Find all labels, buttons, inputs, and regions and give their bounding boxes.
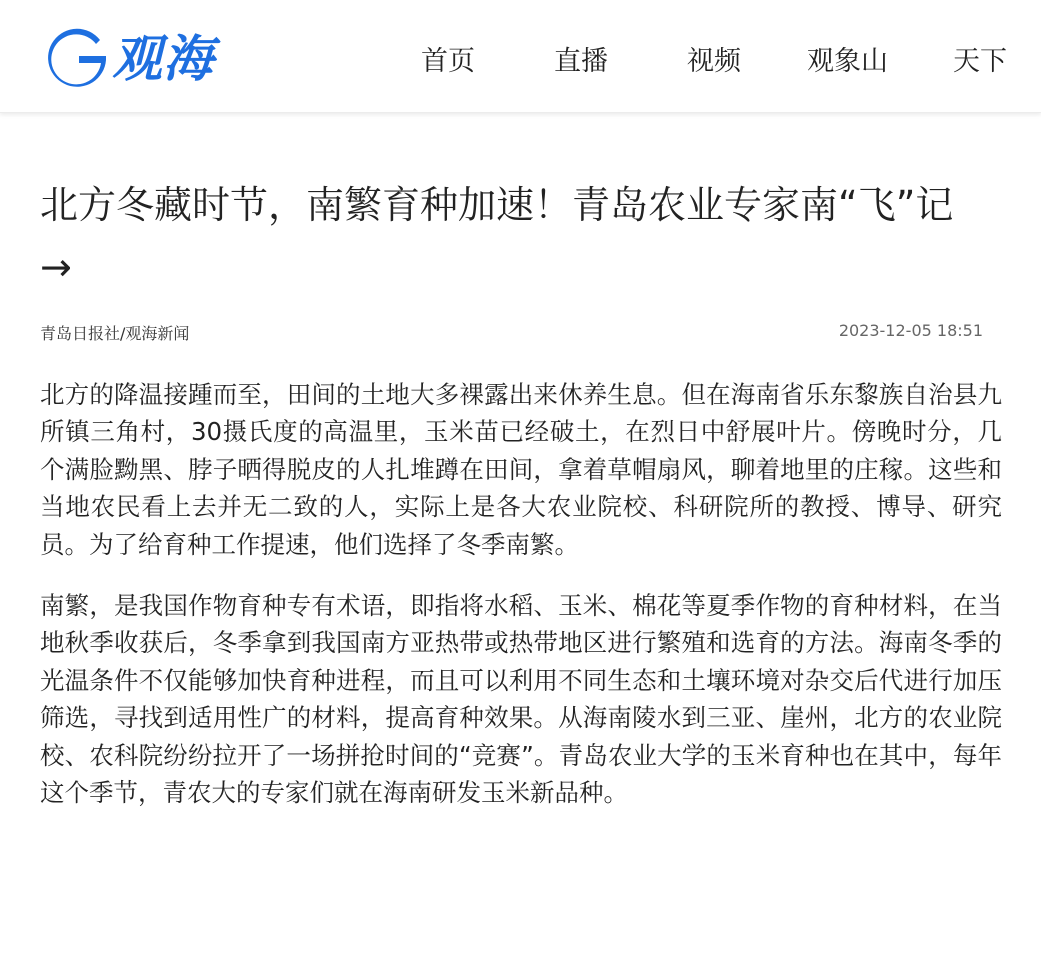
article-time: 2023-12-05 18:51 [838,321,983,340]
main-nav [0,42,1041,82]
nav-item-video[interactable]: 视频 [687,46,741,77]
nav-item-guanxiangshan[interactable]: 观象山 [807,46,888,77]
nav-item-world[interactable]: 天下 [953,46,1007,77]
logo-text: 观海 [112,30,214,88]
article-paragraph: 北方的降温接踵而至，田间的土地大多裸露出来休养生息。但在海南省乐东黎族自治县九所镇三角村，30摄氏度的高温里，玉米苗已经破土，在烈日中舒展叶片。傍晚时分，几个满脸黝黑、脖子晒得脱皮的人扎堆蹲在田间，拿着草帽扇风，聊着地里的庄稼。这些和当地农民看上去并无二致的人，实际上是各大农业院校、科研院所的教授、博导、研究员。为了给育种工作提速，他们选择了冬季南繁。 [40,380,1002,559]
article-source: 青岛日报社/观海新闻 [40,324,190,343]
article-paragraph: 南繁，是我国作物育种专有术语，即指将水稻、玉米、棉花等夏季作物的育种材料，在当地秋季收获后，冬季拿到我国南方亚热带或热带地区进行繁殖和选育的方法。海南冬季的光温条件不仅能够加快育种进程，而且可以利用不同生态和土壤环境对杂交后代进行加压筛选，寻找到适用性广的材料，提高育种效果。从海南陵水到三亚、崖州，北方的农业院校、农科院纷纷拉开了一场拼抢时间的“竞赛”。青岛农业大学的玉米育种也在其中，每年这个季节，青农大的专家们就在海南研发玉米新品种。 [40,591,1002,808]
nav-item-home[interactable]: 首页 [421,46,475,77]
article-title: 北方冬藏时节，南繁育种加速！青岛农业专家南“飞”记→ [40,183,954,289]
article-body [40,376,1002,835]
nav-item-live[interactable]: 直播 [554,46,608,77]
site-header [0,0,1041,113]
